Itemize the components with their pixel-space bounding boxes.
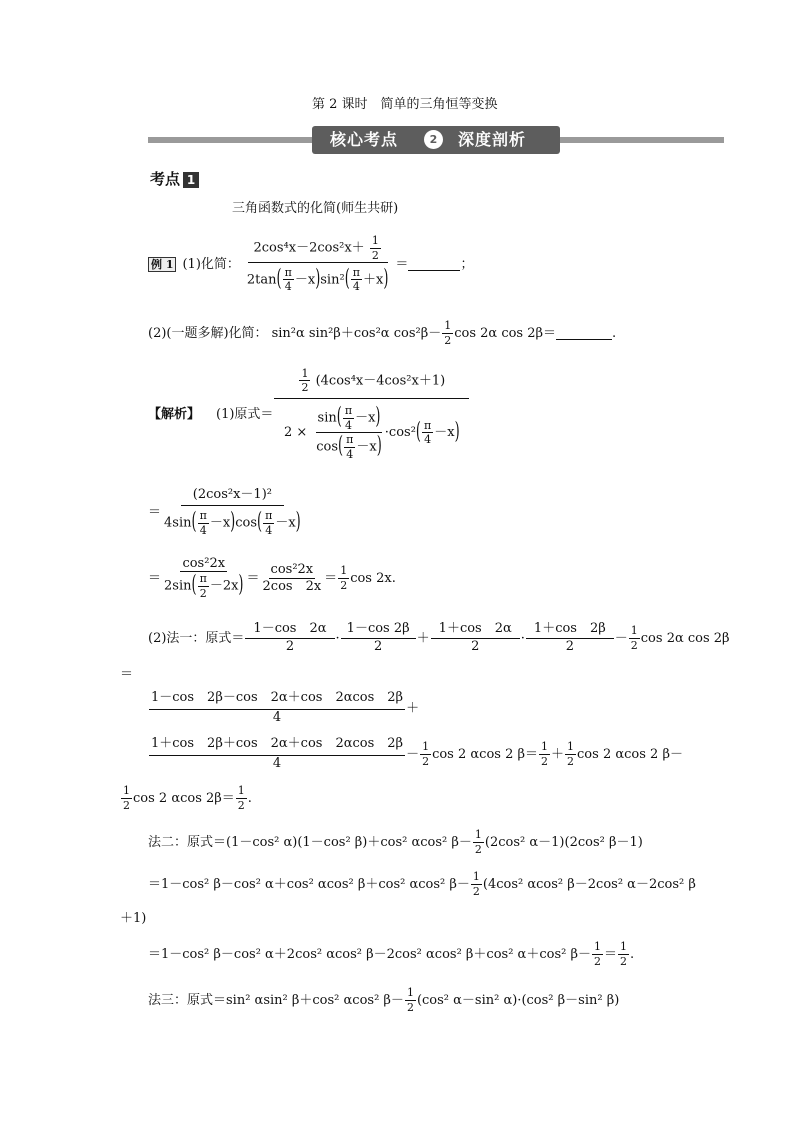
method-3-line-1: 法三：原式＝sin² αsin² β＋cos² αcos² β－ $\frac{1}{2}$ (cos² α－sin² α)·(cos² β－sin² β) xyxy=(148,985,620,1014)
equals-sign: ＝ xyxy=(148,504,162,520)
banner-right-text: 深度剖析 xyxy=(458,130,527,149)
example-1-part-2 xyxy=(148,315,616,351)
solution-step-1 xyxy=(148,358,470,470)
section-label: 考点 xyxy=(150,170,181,188)
part-2-expression: sin²α sin²β＋cos²α cos²β－ xyxy=(271,325,442,341)
section-number-badge: 1 xyxy=(183,172,199,188)
solution-step-2 xyxy=(148,484,304,540)
method-1-line-4: $\frac{1}{2}$ cos 2 αcos 2β＝ $\frac{1}{2}$ . xyxy=(123,783,252,812)
den-two-times: 2 × xyxy=(283,424,308,440)
method-1-line-1: (2)法一：原式＝ $\frac{1-\cos 2\alpha}{2}$ · $\frac{1-\cos 2\beta}{2}$ ＋ $\frac{1+\cos 2\alpha}{2}$ · $\frac{1+\cos 2\beta}{2}$ － $\frac{1}{2}$ cos 2α cos 2β xyxy=(148,621,730,654)
solution-label: 【解析】 xyxy=(148,406,201,422)
den-tan: 2tan xyxy=(246,272,277,288)
section-topic: 三角函数式的化简(师生共研) xyxy=(232,201,399,216)
method-2-line-1: 法二：原式＝(1－cos² α)(1－cos² β)＋cos² αcos² β－ $\frac{1}{2}$ (2cos² α－1)(2cos² β－1) xyxy=(148,827,643,856)
method-2-line-4: ＝1－cos² β－cos² α＋2cos² αcos² β－2cos² αcos² β＋cos² α＋cos² β－ $\frac{1}{2}$ ＝ $\frac{1}{2}$ . xyxy=(148,939,635,968)
method-2-line-3: ＋1) xyxy=(120,911,147,926)
solution-2-fraction: (2cos²x－1)² 4sin( $\frac{\pi}{4}$ －x)cos( $\frac{\pi}{4}$ －x) xyxy=(164,486,301,537)
part-2-label: (2)(一题多解)化简： xyxy=(148,325,268,341)
example-1-part-1 xyxy=(148,228,473,300)
part-1-numerator: 2cos⁴x－2cos²x＋ xyxy=(253,240,365,256)
den-plus-x: ＋x xyxy=(363,272,384,288)
method-1-prefix: (2)法一：原式＝ xyxy=(148,630,245,646)
method-2-line-2: ＝1－cos² β－cos² α＋cos² αcos² β＋cos² αcos² β－ $\frac{1}{2}$ (4cos² αcos² β－2cos² α－2cos² β xyxy=(148,869,696,898)
method-1-equals: ＝ xyxy=(120,667,134,682)
method-1-line-3: $\frac{1+\cos 2\beta+\cos 2\alpha+\cos 2\alpha\cos 2\beta}{4}$ － $\frac{1}{2}$ cos 2 αcos 2 β＝ $\frac{1}{2}$ ＋ $\frac{1}{2}$ cos 2 αcos 2 β－ xyxy=(151,736,683,771)
solution-1-fraction: $\frac{1}{2}$ (4cos⁴x－4cos²x＋1) 2 × sin( $\frac{\pi}{4}$ －x) cos( $\frac{\pi}{4}$ －x) ·cos² ( $\frac{\pi}{4}$ －x ) xyxy=(274,368,469,460)
frac-one-half: $\frac{1}{2}$ xyxy=(371,234,379,262)
example-badge: 例 1 xyxy=(148,257,176,272)
solution-3-fraction-a: cos²2x 2sin( $\frac{\pi}{2}$ －2x) xyxy=(164,555,244,600)
method-1-line-2: $\frac{1-\cos 2\beta-\cos 2\alpha+\cos 2\alpha\cos 2\beta}{4}$ ＋ xyxy=(151,690,420,725)
solution-3-fraction-b: $\frac{\text{cos²2x}}{2\cos 2x}$ xyxy=(262,561,322,594)
page-title: 第 2 课时 简单的三角恒等变换 xyxy=(312,97,498,112)
part-1-label: (1)化简： xyxy=(182,256,240,272)
frac-one-half: $\frac{1}{2}$ xyxy=(301,366,309,395)
den-sin2: sin² xyxy=(320,272,345,288)
section-heading xyxy=(150,172,199,188)
semicolon: ； xyxy=(460,256,474,272)
part-1-fraction: 2cos⁴x－2cos²x＋ $\frac{1}{2}$ 2tan( $\frac{\pi}{4}$ －x)sin²( $\frac{\pi}{4}$ ＋x) xyxy=(246,234,389,294)
solution-1-prefix: (1)原式＝ xyxy=(216,406,274,422)
frac-one-half: $\frac{1}{2}$ xyxy=(444,318,452,347)
answer-blank-2[interactable] xyxy=(556,327,612,340)
tan-as-ratio: sin( $\frac{\pi}{4}$ －x) cos( $\frac{\pi}{4}$ －x) xyxy=(316,403,382,461)
cos2-factor: ·cos² xyxy=(384,424,416,440)
frac-pi-four-2: $\frac{\pi}{4}$ xyxy=(352,265,360,294)
frac-pi-four: $\frac{\pi}{4}$ xyxy=(284,265,292,294)
solution-step-3: ＝ cos²2x 2sin( $\frac{\pi}{2}$ －2x) ＝ $\frac{\text{cos²2x}}{2\cos 2x}$ ＝ $\frac{1}{2}$ cos 2x. xyxy=(148,555,396,600)
den-minus-x: －x xyxy=(294,272,316,288)
part-2-tail: cos 2α cos 2β＝ xyxy=(454,325,557,341)
banner-number-badge: 2 xyxy=(424,130,443,149)
period: . xyxy=(612,325,617,341)
solution-3-tail: cos 2x. xyxy=(350,570,396,586)
solution-1-numerator: (4cos⁴x－4cos²x＋1) xyxy=(315,373,446,389)
answer-blank-1[interactable] xyxy=(408,258,460,271)
banner-left-text: 核心考点 xyxy=(330,130,399,149)
equals-sign: ＝ xyxy=(395,256,409,272)
